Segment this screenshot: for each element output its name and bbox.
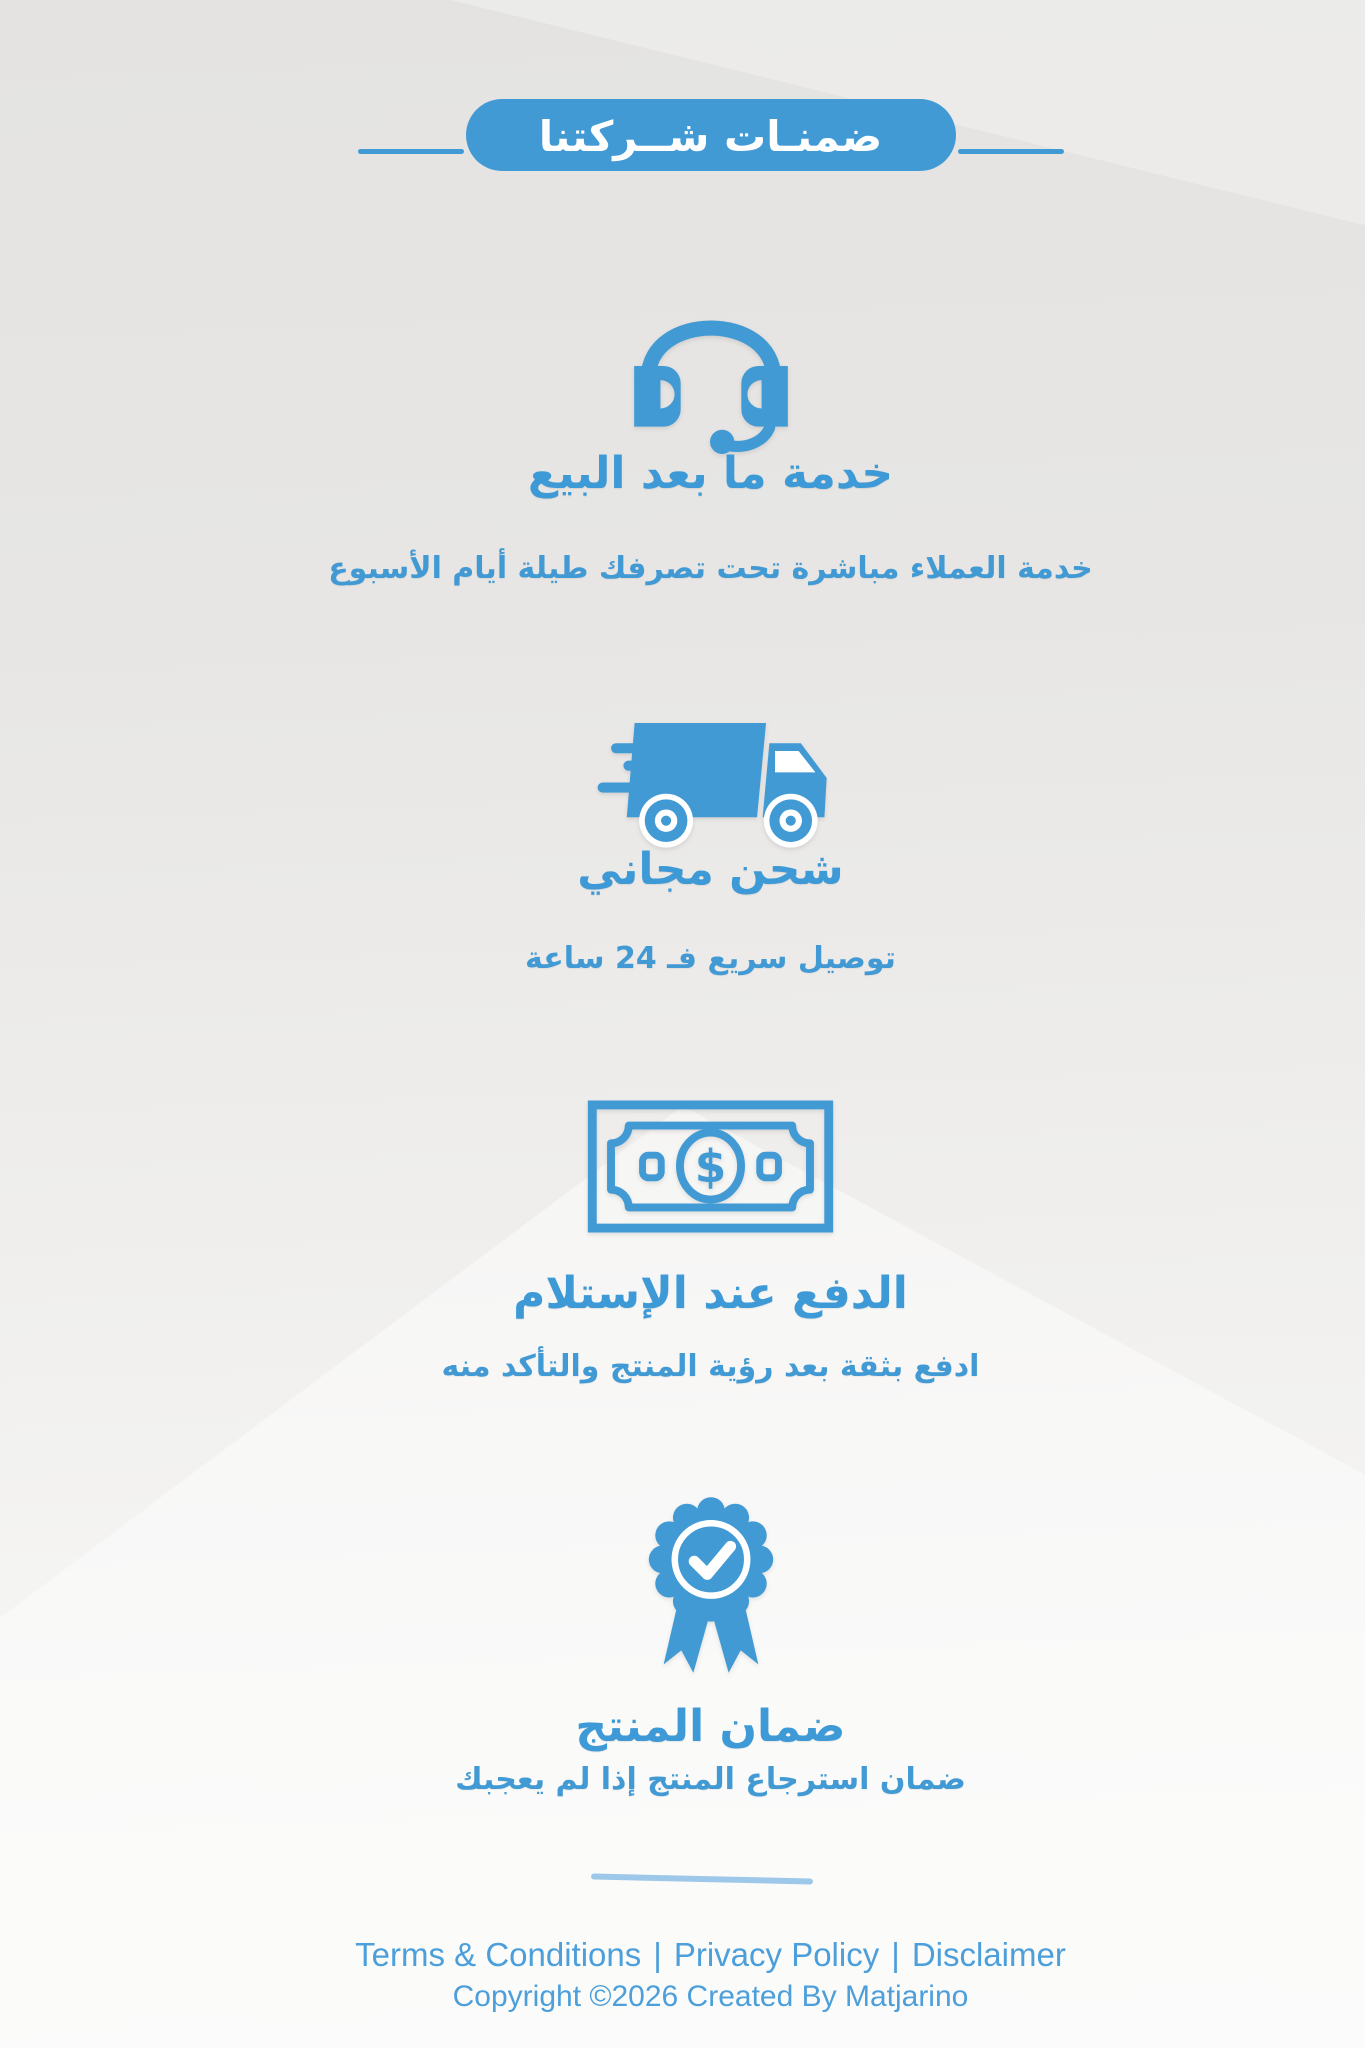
dollar-sign: $ — [694, 1139, 727, 1193]
guarantee-item-subtitle: توصيل سريع فـ 24 ساعة — [525, 941, 896, 976]
guarantee-item-icon — [28, 714, 1365, 855]
guarantee-item-icon — [28, 1100, 1365, 1237]
header-right-line — [958, 149, 1064, 154]
guarantee-item-icon — [28, 1487, 1365, 1686]
guarantee-item-icon — [28, 279, 1365, 459]
guarantee-item-subtitle: ضمان استرجاع المنتج إذا لم يعجبك — [455, 1762, 966, 1797]
footer-separator: | — [653, 1936, 662, 1973]
footer-divider — [590, 1873, 812, 1884]
disclaimer-link[interactable]: Disclaimer — [911, 1936, 1066, 1973]
guarantee-item-title: الدفع عند الإستلام — [513, 1268, 908, 1319]
guarantee-badge-icon — [632, 1487, 790, 1682]
guarantee-item-title: ضمان المنتج — [575, 1701, 846, 1752]
content-column — [28, 0, 1365, 2048]
terms-and-conditions-link[interactable]: Terms & Conditions — [355, 1936, 642, 1973]
privacy-policy-link[interactable]: Privacy Policy — [673, 1936, 880, 1973]
guarantee-item-title: خدمة ما بعد البيع — [527, 448, 894, 499]
guarantee-item-title: شحن مجاني — [577, 844, 844, 895]
headset-icon — [620, 279, 802, 455]
header-left-line — [358, 149, 464, 154]
footer-separator: | — [891, 1936, 900, 1973]
footer-links — [28, 1936, 1365, 1974]
page-title: ضمنـات شــركتنا — [466, 99, 956, 171]
delivery-truck-icon — [586, 714, 836, 851]
copyright-text: Copyright ©2026 Created By Matjarino — [452, 1980, 969, 2013]
section-header — [28, 99, 1365, 171]
cash-banknote-icon — [587, 1100, 834, 1233]
guarantee-item-subtitle: خدمة العملاء مباشرة تحت تصرفك طيلة أيام الأسبوع — [328, 551, 1093, 586]
guarantee-item-subtitle: ادفع بثقة بعد رؤية المنتج والتأكد منه — [441, 1349, 980, 1384]
